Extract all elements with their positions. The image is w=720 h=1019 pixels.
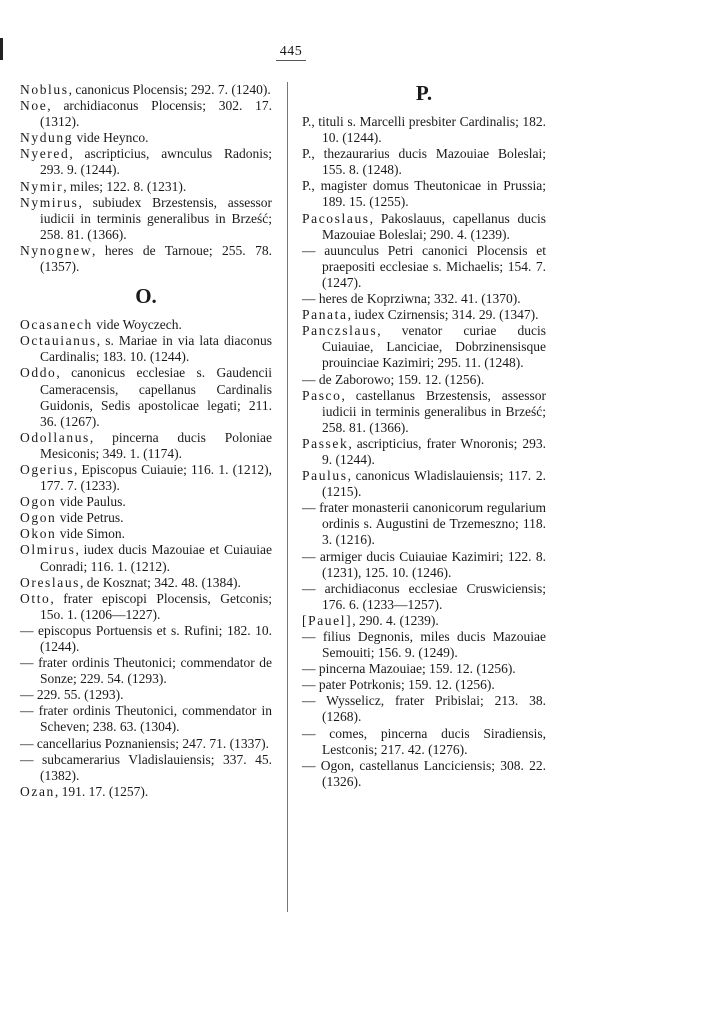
entry-text: — auunculus Petri canonici Plocensis et praepositi ecclesiae s. Michaelis; 154. 7. (1247). [302, 242, 546, 290]
entry-text: , 191. 17. (1257). [54, 783, 149, 799]
entry-text: — subcamerarius Vladislauiensis; 337. 45. (1382). [20, 751, 272, 783]
left-column [20, 82, 272, 800]
index-entry [302, 291, 546, 307]
entry-text: , de Kosznat; 342. 48. (1384). [80, 574, 241, 590]
index-entry [302, 436, 546, 468]
entry-headword: Panata [302, 307, 348, 323]
entry-text: , venator curiae ducis Cuiauiae, Lanciciae, Dobrzinensisque prouinciae Kazimiri; 295. 11. (1248). [322, 323, 546, 371]
index-entry [302, 549, 546, 581]
index-entry [20, 703, 272, 735]
index-entry [20, 575, 272, 591]
entry-headword: Noe [20, 98, 48, 114]
index-entry [302, 726, 546, 758]
entry-headword: Ocasanech [20, 317, 93, 333]
entry-text: , castellanus Brzestensis, assessor iudicii in terminis generalibus in Brześć; 258. 81. (1366). [322, 387, 546, 435]
index-entry [20, 333, 272, 365]
entry-text: — frater monasterii canonicorum regularium ordinis s. Augustini de Trzemeszno; 118. 3. (1216). [302, 500, 546, 548]
entry-headword: Paulus [302, 468, 348, 484]
entry-headword: Odollanus [20, 429, 90, 445]
entry-text: — archidiaconus ecclesiae Cruswiciensis; 176. 6. (1233—1257). [302, 580, 546, 612]
entry-text: — Wysselicz, frater Pribislai; 213. 38. (1268). [302, 693, 546, 725]
entry-text: vide Simon. [56, 526, 126, 542]
entry-text: — episcopus Portuensis et s. Rufini; 182. 10. (1244). [20, 622, 272, 654]
entry-text: — de Zaborowo; 159. 12. (1256). [302, 371, 485, 387]
entry-text: vide Paulus. [56, 494, 126, 510]
index-entry [20, 98, 272, 130]
entry-text: , iudex Czirnensis; 314. 29. (1347). [347, 307, 539, 323]
entry-text: P., magister domus Theutonicae in Prussia; 189. 15. (1255). [302, 178, 546, 210]
index-entry [302, 613, 546, 629]
index-entry [20, 430, 272, 462]
entry-headword: Nynognew [20, 242, 93, 258]
entry-headword: Passek [302, 435, 349, 451]
entry-text: , canonicus ecclesiae s. Gaudencii Cameracensis, capellanus Cardinalis Guidonis, Sedis apostolicae legati; 211. 36. (1267). [40, 365, 272, 429]
entry-text: — cancellarius Poznaniensis; 247. 71. (1337). [20, 735, 269, 751]
index-entry [302, 307, 546, 323]
index-entry [20, 494, 272, 510]
index-entry [302, 693, 546, 725]
index-entry [20, 526, 272, 542]
index-entry [20, 146, 272, 178]
index-entry [20, 752, 272, 784]
entry-text: — frater ordinis Theutonici; commendator de Sonze; 229. 54. (1293). [20, 655, 272, 687]
index-entry [20, 82, 272, 98]
index-entry [302, 500, 546, 548]
entry-text: — pincerna Mazouiae; 159. 12. (1256). [302, 661, 516, 677]
entry-text: , canonicus Plocensis; 292. 7. (1240). [68, 82, 271, 97]
index-entry [302, 629, 546, 661]
entry-headword: Oddo [20, 365, 57, 381]
index-entry [20, 687, 272, 703]
index-entry [302, 372, 546, 388]
index-entry [20, 130, 272, 146]
index-entry [20, 623, 272, 655]
index-entry [20, 195, 272, 243]
index-entry [302, 114, 546, 146]
index-entry [302, 211, 546, 243]
entry-text: — pater Potrkonis; 159. 12. (1256). [302, 677, 495, 693]
entry-text: — comes, pincerna ducis Siradiensis, Lestconis; 217. 42. (1276). [302, 725, 546, 757]
entry-text: , archidiaconus Plocensis; 302. 17. (1312). [40, 98, 272, 130]
entry-text: , ascripticius, frater Wnoronis; 293. 9. (1244). [322, 435, 546, 467]
entry-text: , heres de Tarnoue; 255. 78. (1357). [40, 242, 272, 275]
entry-headword: Okon [20, 526, 57, 542]
index-entry [20, 365, 272, 429]
entry-headword: Panczslaus [302, 323, 378, 339]
entry-text: , subiudex Brzestensis, assessor iudicii in terminis generalibus in Brześć; 258. 81. (1366). [40, 194, 272, 242]
entry-headword: Nymir [20, 178, 64, 194]
index-entry [302, 581, 546, 613]
index-entry [20, 179, 272, 195]
entry-headword: Noblus [20, 82, 69, 97]
entry-headword: Nyered [20, 146, 70, 162]
index-entry [302, 146, 546, 178]
entry-text: vide Petrus. [56, 510, 124, 526]
entry-headword: Ogerius [20, 461, 74, 477]
right-column [302, 82, 546, 790]
index-entry [302, 661, 546, 677]
entry-headword: Ozan [20, 783, 55, 799]
entry-text: , Episcopus Cuiauie; 116. 1. (1212), 177. 7. (1233). [40, 461, 272, 494]
index-entry [20, 591, 272, 623]
index-entry [302, 758, 546, 790]
entry-headword: Octauianus [20, 333, 97, 349]
entry-text: — armiger ducis Cuiauiae Kazimiri; 122. 8. (1231), 125. 10. (1246). [302, 548, 546, 580]
index-entry [302, 468, 546, 500]
entry-text: — filius Degnonis, miles ducis Mazouiae Semouiti; 156. 9. (1249). [302, 629, 546, 661]
entry-text: — frater ordinis Theutonici, commendator in Scheven; 238. 63. (1304). [20, 703, 272, 735]
entry-text: — heres de Koprziwna; 332. 41. (1370). [302, 291, 521, 307]
index-entry [302, 388, 546, 436]
entry-headword: Pasco [302, 387, 342, 403]
entry-text: , s. Mariae in via lata diaconus Cardinalis; 183. 10. (1244). [40, 333, 272, 365]
entry-text: , miles; 122. 8. (1231). [63, 178, 187, 194]
entry-text: P., tituli s. Marcelli presbiter Cardinalis; 182. 10. (1244). [302, 114, 546, 146]
index-entry [302, 323, 546, 371]
entry-text: , frater episcopi Plocensis, Getconis; 15o. 1. (1206—1227). [40, 590, 272, 622]
entry-headword: Ogon [20, 494, 57, 510]
index-entry [20, 510, 272, 526]
section-heading: P. [415, 81, 433, 105]
entry-text: , ascripticius, awnculus Radonis; 293. 9. (1244). [40, 146, 272, 178]
entry-text: , pincerna ducis Poloniae Mesiconis; 349. 1. (1174). [40, 429, 272, 461]
entry-headword: Nymirus [20, 194, 79, 210]
entry-text: , iudex ducis Mazouiae et Cuiauiae Conradi; 116. 1. (1212). [40, 542, 272, 574]
index-entry [20, 542, 272, 574]
page-number: 445 [276, 44, 306, 61]
index-entry [20, 243, 272, 275]
index-entry [20, 784, 272, 800]
entry-text: vide Woyczech. [92, 317, 182, 333]
entry-text: , canonicus Wladislauiensis; 117. 2. (1215). [322, 468, 546, 500]
index-entry [302, 677, 546, 693]
entry-headword: Nydung [20, 130, 74, 146]
column-divider [287, 82, 288, 912]
index-entry [20, 655, 272, 687]
entry-text: , 290. 4. (1239). [352, 612, 439, 628]
entry-text: P., thezaurarius ducis Mazouiae Boleslai; 155. 8. (1248). [302, 146, 546, 178]
entry-headword: Pacoslaus [302, 210, 370, 226]
entry-headword: [Pauel] [302, 612, 353, 628]
index-entry [20, 736, 272, 752]
entry-text: vide Heynco. [73, 130, 149, 146]
index-entry [20, 462, 272, 494]
entry-headword: Olmirus [20, 542, 76, 558]
section-heading: O. [135, 284, 157, 309]
entry-headword: Otto [20, 590, 51, 606]
scan-edge-mark [0, 38, 3, 60]
entry-text: — Ogon, castellanus Lanciciensis; 308. 22. (1326). [302, 757, 546, 789]
entry-headword: Oreslaus [20, 574, 81, 590]
entry-headword: Ogon [20, 510, 57, 526]
index-entry [302, 243, 546, 291]
index-entry [302, 178, 546, 210]
entry-text: , Pakoslauus, capellanus ducis Mazouiae Boleslai; 290. 4. (1239). [322, 210, 546, 242]
entry-text: — 229. 55. (1293). [20, 687, 124, 703]
index-entry [20, 317, 272, 333]
